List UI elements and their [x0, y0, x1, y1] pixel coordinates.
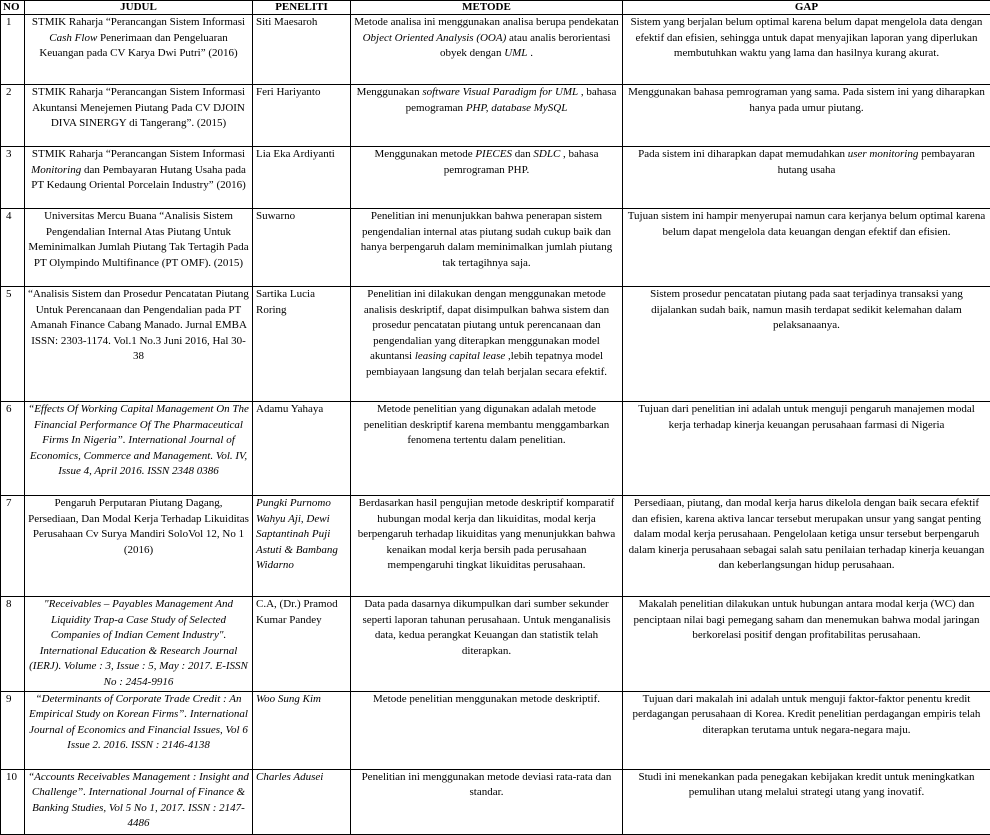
header-metode: METODE: [351, 1, 623, 15]
table-row: [1, 496, 990, 597]
cell-judul: STMIK Raharja “Perancangan Sistem Informasi Cash Flow Penerimaan dan Pengeluaran Keuangan pada CV Karya Dwi Putri” (2016): [25, 15, 253, 85]
cell-gap: Tujuan dari penelitian ini adalah untuk menguji pengaruh manajemen modal kerja terhadap kinerja keuangan perusahaan farmasi di Nigeria: [623, 402, 990, 496]
cell-metode: Menggunakan metode PIECES dan SDLC , bahasa pemrograman PHP.: [351, 147, 623, 209]
cell-gap: Sistem yang berjalan belum optimal karena belum dapat mengelola data dengan efektif dan efisien, sehingga untuk dapat menyajikan laporan yang diperlukan membutuhkan waktu yang lama dan hasilnya kurang akurat.: [623, 15, 990, 85]
header-judul: JUDUL: [25, 1, 253, 15]
cell-gap: Makalah penelitian dilakukan untuk hubungan antara modal kerja (WC) dan penciptaan nilai bagi pemegang saham dan menemukan bahwa modal jaringan berkorelasi positif dengan profitabilitas perusahaan.: [623, 597, 990, 692]
table-row: [1, 85, 990, 147]
table-header-row: [1, 1, 990, 15]
italic-text: Pungki Purnomo Wahyu Aji, Dewi Saptantinah Puji Astuti & Bambang Widarno: [256, 497, 338, 571]
table-row: [1, 402, 990, 496]
header-peneliti: PENELITI: [253, 1, 351, 15]
cell-no: 1: [1, 15, 25, 85]
cell-no: 5: [1, 287, 25, 402]
cell-peneliti: Siti Maesaroh: [253, 15, 351, 85]
cell-no: 6: [1, 402, 25, 496]
table-row: [1, 691, 990, 769]
cell-peneliti: Adamu Yahaya: [253, 402, 351, 496]
cell-judul: “Analisis Sistem dan Prosedur Pencatatan Piutang Untuk Perencanaan dan Pengendalian pada PT Amanah Finance Cabang Manado. Jurnal EMBA ISSN: 2303-1174. Vol.1 No.3 Juni 2016, Hal 30-38: [25, 287, 253, 402]
table-row: [1, 15, 990, 85]
table-row: [1, 209, 990, 287]
italic-text: “Accounts Receivables Management : Insight and Challenge”. International Journal of Finance & Banking Studies, Vol 5 No 1, 2017. ISSN : 2147-4486: [28, 771, 249, 830]
cell-judul: Pengaruh Perputaran Piutang Dagang, Persediaan, Dan Modal Kerja Terhadap Likuiditas Perusahaan Cv Surya Mandiri SoloVol 12, No 1 (2016): [25, 496, 253, 597]
cell-judul: STMIK Raharja “Perancangan Sistem Informasi Akuntansi Menejemen Piutang Pada CV DJOIN DIVA SINERGY di Tangerang”. (2015): [25, 85, 253, 147]
italic-text: SDLC: [533, 148, 560, 160]
cell-metode: Metode analisa ini menggunakan analisa berupa pendekatan Object Oriented Analysis (OOA) atau analis berorientasi obyek dengan UML .: [351, 15, 623, 85]
italic-text: software Visual Paradigm for UML: [422, 86, 578, 98]
cell-judul: [25, 597, 253, 692]
italic-text: Monitoring: [31, 164, 81, 176]
cell-no: 4: [1, 209, 25, 287]
table-row: [1, 287, 990, 402]
table-body: [1, 15, 990, 835]
header-gap: GAP: [623, 1, 990, 15]
cell-gap: Sistem prosedur pencatatan piutang pada saat terjadinya transaksi yang dijalankan sudah baik, namun masih terdapat sedikit kelemahan dalam pelaksanaanya.: [623, 287, 990, 402]
cell-no: 3: [1, 147, 25, 209]
cell-peneliti: Lia Eka Ardiyanti: [253, 147, 351, 209]
italic-text: "Receivables – Payables Management And Liquidity Trap-a Case Study of Selected Companies of Indian Cement Industry". International Education & Research Journal (IERJ). Volume : 3, Issue : 5, May : 2017. E-ISSN No : 2454-9916: [29, 598, 248, 688]
table-row: [1, 597, 990, 692]
italic-text: leasing capital lease: [415, 350, 505, 362]
cell-judul: [25, 769, 253, 834]
cell-metode: Penelitian ini dilakukan dengan menggunakan metode analisis deskriptif, dapat disimpulkan bahwa sistem dan prosedur pencatatan piutang untuk perencanaan dan pengendalian yang diterapkan menggunakan model akuntansi leasing capital lease ,lebih tepatnya model pembiayaan langsung dan telah berjalan secara efektif.: [351, 287, 623, 402]
cell-no: 2: [1, 85, 25, 147]
cell-metode: Metode penelitian menggunakan metode deskriptif.: [351, 691, 623, 769]
cell-no: 10: [1, 769, 25, 834]
cell-gap: Studi ini menekankan pada penegakan kebijakan kredit untuk meningkatkan pemulihan utang melalui strategi utang yang inovatif.: [623, 769, 990, 834]
cell-metode: Berdasarkan hasil pengujian metode deskriptif komparatif hubungan modal kerja dan likuiditas, modal kerja berpengaruh terhadap likuiditas yang menunjukkan bahwa kenaikan modal kerja bersih pada perusahaan mempengaruhi tingkat likuiditas perusahaan.: [351, 496, 623, 597]
cell-peneliti: [253, 496, 351, 597]
italic-text: Charles Adusei: [256, 771, 323, 783]
italic-text: UML: [504, 47, 527, 59]
cell-no: 9: [1, 691, 25, 769]
cell-judul: Universitas Mercu Buana “Analisis Sistem Pengendalian Internal Atas Piutang Untuk Meminimalkan Jumlah Piutang Tak Tertagih Pada PT Olympindo Multifinance (PT OMF). (2015): [25, 209, 253, 287]
italic-text: user monitoring: [848, 148, 919, 160]
cell-judul: [25, 402, 253, 496]
cell-gap: Tujuan dari makalah ini adalah untuk menguji faktor-faktor penentu kredit perdagangan perusahaan di Korea. Kredit penelitian perdagangan empiris telah diterapkan terutama untuk negara-negara maju.: [623, 691, 990, 769]
italic-text: PHP, database MySQL: [466, 102, 568, 114]
table-row: [1, 147, 990, 209]
cell-peneliti: [253, 691, 351, 769]
cell-peneliti: [253, 769, 351, 834]
cell-gap: Persediaan, piutang, dan modal kerja harus dikelola dengan baik secara efektif dan efisien, karena aktiva lancar tersebut merupakan unsur yang sangat penting dalam modal kerja perusahaan. Pengelolaan ketiga unsur tersebut berpengaruh dalam kinerja perusahaan sebagai salah satu penilaian terhadap kinerja keuangan dan keberlangsungan hidup perusahaan.: [623, 496, 990, 597]
cell-no: 7: [1, 496, 25, 597]
cell-metode: Metode penelitian yang digunakan adalah metode penelitian deskriptif karena membantu menggambarkan fenomena tertentu dalam penelitian.: [351, 402, 623, 496]
cell-peneliti: Feri Hariyanto: [253, 85, 351, 147]
cell-peneliti: Sartika Lucia Roring: [253, 287, 351, 402]
italic-text: PIECES: [475, 148, 512, 160]
cell-gap: Pada sistem ini diharapkan dapat memudahkan user monitoring pembayaran hutang usaha: [623, 147, 990, 209]
cell-gap: Menggunakan bahasa pemrograman yang sama. Pada sistem ini yang diharapkan hanya pada umur piutang.: [623, 85, 990, 147]
cell-judul: [25, 691, 253, 769]
cell-peneliti: C.A, (Dr.) Pramod Kumar Pandey: [253, 597, 351, 692]
cell-peneliti: Suwarno: [253, 209, 351, 287]
cell-metode: Menggunakan software Visual Paradigm for UML , bahasa pemograman PHP, database MySQL: [351, 85, 623, 147]
table-row: [1, 769, 990, 834]
italic-text: Woo Sung Kim: [256, 693, 321, 705]
italic-text: Object Oriented Analysis (OOA): [363, 32, 507, 44]
cell-metode: Data pada dasarnya dikumpulkan dari sumber sekunder seperti laporan tahunan perusahaan. Untuk menganalisis data, kedua perangkat Keuangan dan statistik telah diterapkan.: [351, 597, 623, 692]
cell-judul: STMIK Raharja “Perancangan Sistem Informasi Monitoring dan Pembayaran Hutang Usaha pada PT Kedaung Oriental Porcelain Industry” (2016): [25, 147, 253, 209]
italic-text: “Determinants of Corporate Trade Credit : An Empirical Study on Korean Firms”. International Journal of Economics and Financial Issues, Vol 6 Issue 2. 2016. ISSN : 2146-4138: [29, 693, 248, 752]
italic-text: Cash Flow: [49, 32, 97, 44]
cell-metode: Penelitian ini menunjukkan bahwa penerapan sistem pengendalian internal atas piutang sudah cukup baik dan hanya berpengaruh dalam meminimalkan jumlah piutang tak tertagihnya saja.: [351, 209, 623, 287]
italic-text: “Effects Of Working Capital Management On The Financial Performance Of The Pharmaceutical Firms In Nigeria”. International Journal of Economics, Commerce and Management. Vol. IV, Issue 4, April 2016. ISSN 2348 0386: [28, 403, 249, 477]
cell-metode: Penelitian ini menggunakan metode deviasi rata-rata dan standar.: [351, 769, 623, 834]
cell-no: 8: [1, 597, 25, 692]
header-no: NO: [1, 1, 25, 15]
cell-gap: Tujuan sistem ini hampir menyerupai namun cara kerjanya belum optimal karena belum dapat mengelola data keuangan dengan efektif dan efisien.: [623, 209, 990, 287]
